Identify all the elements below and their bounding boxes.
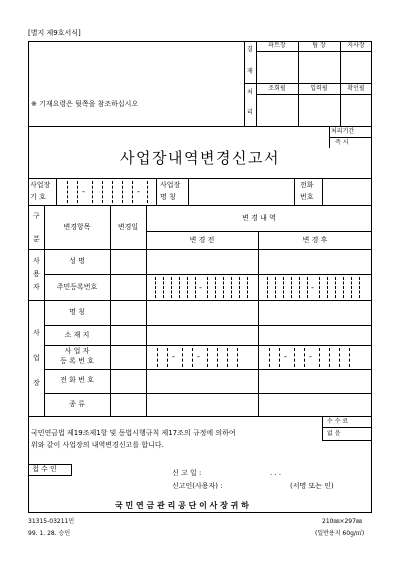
biz-row-name: 명 칭: [69, 308, 85, 316]
business-number-label-2: 기 호: [30, 193, 46, 201]
approval-header-inquiry: 조회필: [268, 85, 286, 92]
rrn-before-field[interactable]: -: [147, 275, 258, 300]
form-title: 사업장내역변경신고서: [120, 149, 280, 167]
business-name-label-2: 명 칭: [160, 193, 176, 201]
biz-regno-before-field[interactable]: - -: [147, 346, 258, 369]
category-header-1: 구: [33, 212, 40, 220]
approval-header-branch-head: 지사장: [347, 42, 365, 49]
user-row-name: 성 명: [69, 257, 85, 265]
biz-name-after-field[interactable]: [259, 301, 372, 325]
business-name-label-1: 사업장: [160, 181, 181, 189]
content-header: 변 경 내 역: [242, 214, 276, 222]
footer-paper: (일반용지 60g/㎡): [315, 530, 365, 537]
footer-size: 210㎜×297㎜: [322, 518, 362, 525]
biz-section-2: 업: [33, 354, 40, 362]
biz-row-regno-1: 사 업 자: [64, 347, 90, 355]
report-date-label: 신 고 일 :: [172, 469, 202, 477]
date-header: 변경일: [117, 223, 139, 231]
user-section-3: 자: [33, 283, 40, 291]
addressee: 국 민 연 금 관 리 공 단 이 사 장 귀 하: [115, 501, 249, 510]
approval-side-3: 처: [247, 89, 253, 96]
fee-label: 수 수 료: [327, 418, 349, 425]
biz-regno-after-field[interactable]: - -: [259, 346, 372, 369]
phone-field[interactable]: [323, 179, 371, 205]
form-id: [별지 제9호서식]: [28, 29, 81, 37]
footer-approval-date: 99. 1. 28. 승인: [28, 530, 71, 537]
business-name-field[interactable]: [189, 179, 294, 205]
after-header: 변 경 후: [302, 236, 328, 244]
reporter-label: 신고인(사용자) :: [172, 482, 223, 490]
approval-side-4: 리: [247, 109, 253, 116]
rrn-after-field[interactable]: -: [259, 275, 372, 300]
notice-text: ※ 기재요령은 뒷쪽을 참조하십시오: [31, 100, 139, 108]
biz-name-before-field[interactable]: [147, 301, 258, 325]
fee-value: 없 음: [327, 430, 341, 437]
processing-period-value: 즉 시: [335, 139, 349, 146]
before-header: 변 경 전: [189, 236, 215, 244]
item-header: 변경항목: [63, 223, 91, 231]
name-after-field[interactable]: [259, 250, 372, 274]
phone-label-1: 전화: [300, 181, 314, 189]
signature-label: (서명 또는 인): [290, 482, 334, 490]
declaration-line-1: 국민연금법 제19조제1항 및 동법시행규칙 제17조의 규정에 의하여: [31, 429, 236, 437]
business-number-field[interactable]: - -: [57, 179, 156, 205]
business-number-label-1: 사업장: [30, 181, 51, 189]
biz-row-type: 종 류: [69, 400, 85, 408]
declaration-line-2: 위와 같이 사업장의 내역변경신고를 합니다.: [31, 441, 164, 449]
approval-header-team-leader: 팀 장: [312, 42, 326, 49]
processing-period-label: 처리기간: [331, 128, 355, 135]
biz-section-1: 사: [33, 329, 40, 337]
biz-section-3: 장: [33, 379, 40, 387]
user-section-2: 용: [33, 270, 40, 278]
user-row-rrn: 주민등록번호: [56, 283, 98, 291]
name-before-field[interactable]: [147, 250, 258, 274]
category-header-2: 분: [33, 235, 40, 243]
approval-header-input: 입력필: [310, 85, 328, 92]
receipt-label: 접 수 인: [32, 465, 57, 473]
biz-row-phone: 전 화 번 호: [60, 376, 94, 384]
approval-header-part-leader: 파트장: [268, 42, 286, 49]
report-date-dots: . . .: [270, 469, 282, 477]
biz-row-regno-2: 등 록 번 호: [60, 357, 94, 365]
approval-header-confirm: 확인필: [347, 85, 365, 92]
biz-row-address: 소 재 지: [64, 331, 90, 339]
approval-side-1: 결: [247, 46, 253, 53]
phone-label-2: 번호: [300, 193, 314, 201]
approval-side-2: 재: [247, 68, 253, 75]
footer-code: 31315-03211민: [28, 518, 75, 525]
user-section-1: 사: [33, 257, 40, 265]
